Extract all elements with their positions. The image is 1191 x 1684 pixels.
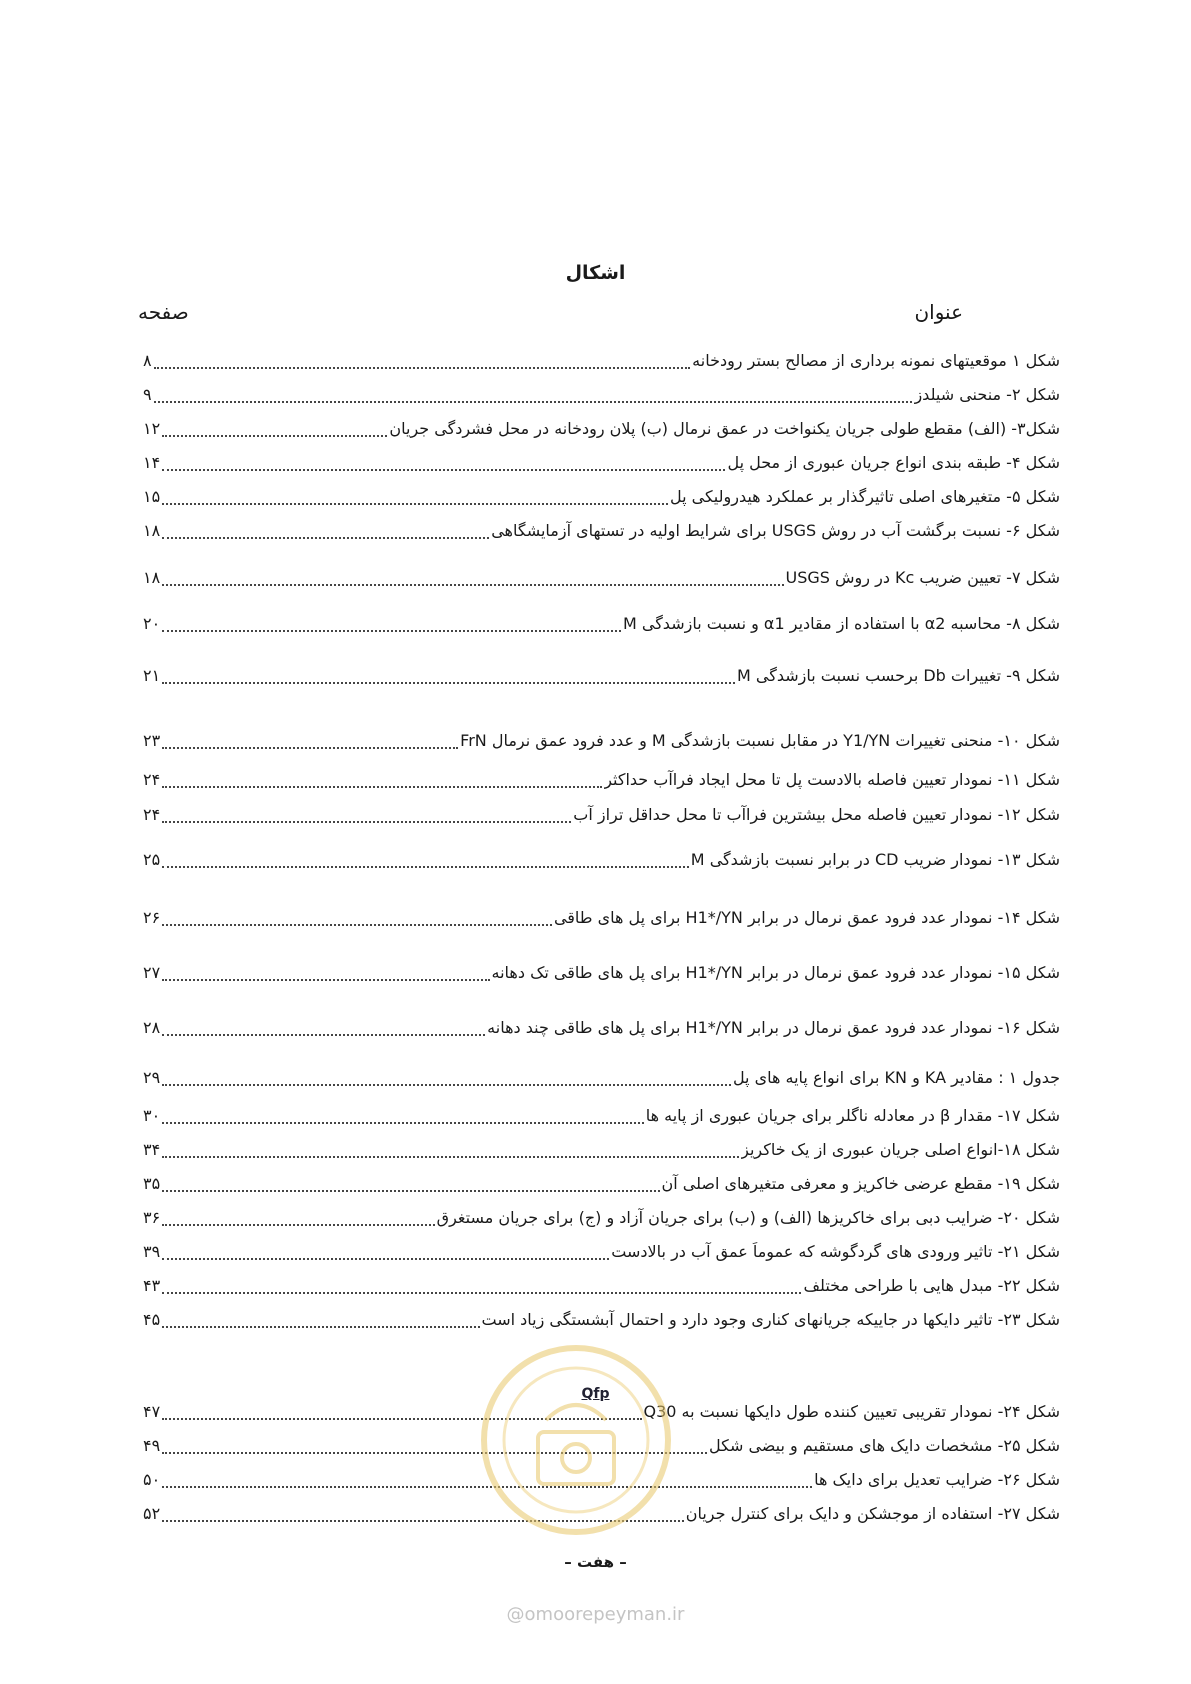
toc-entry-title: شکل ۱۰- منحنی تغییرات Y1/YN در مقابل نسبت بازشدگی M و عدد فرود عمق نرمال FrN bbox=[460, 730, 1060, 750]
toc-entry-page: ۲۷ bbox=[143, 962, 161, 982]
toc-entry[interactable] bbox=[143, 762, 1060, 796]
toc-entry-page: ۲۹ bbox=[143, 1067, 161, 1087]
toc-entry[interactable] bbox=[143, 955, 1060, 989]
toc-entry-page: ۳۰ bbox=[143, 1105, 161, 1125]
toc-entry[interactable] bbox=[143, 560, 1060, 594]
toc-entry-page: ۱۴ bbox=[143, 452, 161, 472]
dot-leader bbox=[162, 1258, 609, 1260]
toc-entry[interactable] bbox=[143, 411, 1060, 445]
dot-leader bbox=[162, 1034, 485, 1036]
toc-entry[interactable] bbox=[143, 1268, 1060, 1302]
dot-leader bbox=[162, 1122, 644, 1124]
toc-entry-page: ۲۸ bbox=[143, 1017, 161, 1037]
toc-entry-title: شکل ۸- محاسبه α2 با استفاده از مقادیر α1 و نسبت بازشدگی M bbox=[622, 613, 1060, 633]
dot-leader bbox=[162, 503, 668, 505]
toc-entry-title: شکل ۱۲- نمودار تعیین فاصله محل بیشترین فراآب تا محل حداقل تراز آب bbox=[573, 804, 1060, 824]
dot-leader bbox=[162, 1156, 739, 1158]
toc-entry-page: ۴۵ bbox=[143, 1309, 161, 1329]
dot-leader bbox=[162, 537, 489, 539]
toc-entry[interactable] bbox=[143, 723, 1060, 757]
dot-leader bbox=[162, 1190, 659, 1192]
toc-entry[interactable] bbox=[143, 797, 1060, 831]
toc-entry-page: ۲۴ bbox=[143, 804, 161, 824]
toc-entry[interactable] bbox=[143, 606, 1060, 640]
dot-leader bbox=[162, 682, 735, 684]
toc-entry-page: ۱۵ bbox=[143, 486, 161, 506]
toc-entry-title: شکل ۲۰- ضرایب دبی برای خاکریزها (الف) و (ب) برای جریان آزاد و (ج) برای جریان مستغرق bbox=[436, 1207, 1060, 1227]
dot-leader bbox=[162, 584, 783, 586]
toc-entry-page: ۲۵ bbox=[143, 849, 161, 869]
toc-entry[interactable] bbox=[143, 842, 1060, 876]
toc-entry-page: ۲۱ bbox=[143, 665, 161, 685]
watermark-url: @omoorepeyman.ir bbox=[506, 1604, 685, 1625]
dot-leader bbox=[154, 367, 691, 369]
dot-leader bbox=[162, 1084, 731, 1086]
toc-entry-title: شکل ۲۴- نمودار تقریبی تعیین کننده طول دایکها نسبت به Q30 bbox=[643, 1401, 1060, 1421]
toc-entry-title: شکل ۱ موقعیتهای نمونه برداری از مصالح بستر رودخانه bbox=[692, 350, 1060, 370]
dot-leader bbox=[162, 924, 552, 926]
toc-entry-title: شکل ۲۷- استفاده از موجشکن و دایک برای کنترل جریان bbox=[685, 1503, 1060, 1523]
toc-entry[interactable] bbox=[143, 479, 1060, 513]
dot-leader bbox=[162, 1224, 434, 1226]
toc-entry-page: ۳۵ bbox=[143, 1173, 161, 1193]
toc-entry-title: شکل ۱۸-انواع اصلی جریان عبوری از یک خاکریز bbox=[741, 1139, 1060, 1159]
column-header-title: عنوان bbox=[914, 300, 963, 324]
toc-entry-page: ۵۰ bbox=[143, 1469, 161, 1489]
dot-leader bbox=[162, 747, 458, 749]
fraction-numerator: Qfp bbox=[581, 1386, 610, 1402]
toc-entry-title: شکل۳- (الف) مقطع طولی جریان یکنواخت در عمق نرمال (ب) پلان رودخانه در محل فشردگی جریان bbox=[389, 418, 1060, 438]
toc-entry-page: ۲۳ bbox=[143, 730, 161, 750]
toc-entry-page: ۴۷ bbox=[143, 1401, 161, 1421]
toc-entry[interactable] bbox=[143, 1132, 1060, 1166]
toc-entry-title: شکل ۲۳- تاثیر دایکها در جاییکه جریانهای کناری وجود دارد و احتمال آبشستگی زیاد است bbox=[481, 1309, 1060, 1329]
toc-entry[interactable] bbox=[143, 343, 1060, 377]
toc-entry-title: شکل ۱۶- نمودار عدد فرود عمق نرمال در برابر H1*/YN برای پل های طاقی چند دهانه bbox=[487, 1017, 1060, 1037]
toc-entry-title: جدول ۱ : مقادیر KA و KN برای انواع پایه های پل bbox=[732, 1067, 1060, 1087]
toc-entry-page: ۱۲ bbox=[143, 418, 161, 438]
toc-entry-title: شکل ۵- متغیرهای اصلی تاثیرگذار بر عملکرد هیدرولیکی پل bbox=[669, 486, 1060, 506]
toc-entry-title: شکل ۲۱- تاثیر ورودی های گردگوشه که عموماً عمق آب در بالادست bbox=[611, 1241, 1060, 1261]
toc-entry-title: شکل ۷- تعیین ضریب Kc در روش USGS bbox=[785, 567, 1060, 587]
toc-entry-title: شکل ۱۳- نمودار ضریب CD در برابر نسبت بازشدگی M bbox=[690, 849, 1060, 869]
toc-entry[interactable] bbox=[143, 1010, 1060, 1044]
column-header-page: صفحه bbox=[138, 300, 189, 324]
toc-entry-title: شکل ۲۲- مبدل هایی با طراحی مختلف bbox=[803, 1275, 1060, 1295]
toc-entry[interactable] bbox=[143, 1200, 1060, 1234]
toc-entry-title: شکل ۱۵- نمودار عدد فرود عمق نرمال در برابر H1*/YN برای پل های طاقی تک دهانه bbox=[491, 962, 1060, 982]
toc-entry[interactable] bbox=[143, 658, 1060, 692]
watermark-seal-icon bbox=[476, 1340, 676, 1540]
toc-entry-page: ۲۴ bbox=[143, 769, 161, 789]
toc-entry-page: ۲۰ bbox=[143, 613, 161, 633]
page-number-footer: – هفت – bbox=[564, 1553, 627, 1571]
toc-entry-page: ۴۹ bbox=[143, 1435, 161, 1455]
toc-entry-page: ۳۶ bbox=[143, 1207, 161, 1227]
toc-entry[interactable] bbox=[143, 1098, 1060, 1132]
toc-entry[interactable] bbox=[143, 1166, 1060, 1200]
toc-entry-page: ۸ bbox=[143, 350, 152, 370]
toc-entry-page: ۵۲ bbox=[143, 1503, 161, 1523]
toc-entry[interactable] bbox=[143, 513, 1060, 547]
page-title: اشکال bbox=[565, 262, 626, 284]
toc-entry-page: ۲۶ bbox=[143, 907, 161, 927]
toc-entry-title: شکل ۲۵- مشخصات دایک های مستقیم و بیضی شکل bbox=[709, 1435, 1060, 1455]
dot-leader bbox=[162, 1292, 801, 1294]
dot-leader bbox=[162, 630, 621, 632]
toc-entry-title: شکل ۹- تغییرات Db برحسب نسبت بازشدگی M bbox=[736, 665, 1060, 685]
toc-entry-page: ۹ bbox=[143, 384, 152, 404]
toc-entry[interactable] bbox=[143, 1302, 1060, 1336]
toc-entry-page: ۳۴ bbox=[143, 1139, 161, 1159]
toc-entry-title: شکل ۱۷- مقدار β در معادله ناگلر برای جریان عبوری از پایه ها bbox=[645, 1105, 1060, 1125]
toc-entry-page: ۱۸ bbox=[143, 520, 161, 540]
dot-leader bbox=[162, 979, 489, 981]
dot-leader bbox=[162, 786, 602, 788]
dot-leader bbox=[162, 435, 387, 437]
toc-entry-page: ۳۹ bbox=[143, 1241, 161, 1261]
toc-entry-title: شکل ۱۴- نمودار عدد فرود عمق نرمال در برابر H1*/YN برای پل های طاقی bbox=[553, 907, 1060, 927]
toc-entry-page: ۱۸ bbox=[143, 567, 161, 587]
toc-entry-title: شکل ۴- طبقه بندی انواع جریان عبوری از محل پل bbox=[727, 452, 1060, 472]
toc-entry-title: شکل ۱۱- نمودار تعیین فاصله بالادست پل تا محل ایجاد فراآب حداکثر bbox=[604, 769, 1060, 789]
toc-entry[interactable] bbox=[143, 1060, 1060, 1094]
toc-entry-title: شکل ۲- منحنی شیلدز bbox=[914, 384, 1060, 404]
toc-entry[interactable] bbox=[143, 445, 1060, 479]
toc-entry-title: شکل ۶- نسبت برگشت آب در روش USGS برای شرایط اولیه در تستهای آزمایشگاهی bbox=[491, 520, 1060, 540]
dot-leader bbox=[154, 401, 913, 403]
dot-leader bbox=[162, 821, 571, 823]
toc-entry-page: ۴۳ bbox=[143, 1275, 161, 1295]
dot-leader bbox=[162, 469, 725, 471]
toc-entry-title: شکل ۲۶- ضرایب تعدیل برای دایک ها bbox=[814, 1469, 1060, 1489]
dot-leader bbox=[162, 1326, 479, 1328]
toc-entry[interactable] bbox=[143, 377, 1060, 411]
toc-entry[interactable] bbox=[143, 1234, 1060, 1268]
dot-leader bbox=[162, 866, 689, 868]
toc-entry[interactable] bbox=[143, 900, 1060, 934]
toc-entry-title: شکل ۱۹- مقطع عرضی خاکریز و معرفی متغیرهای اصلی آن bbox=[661, 1173, 1060, 1193]
